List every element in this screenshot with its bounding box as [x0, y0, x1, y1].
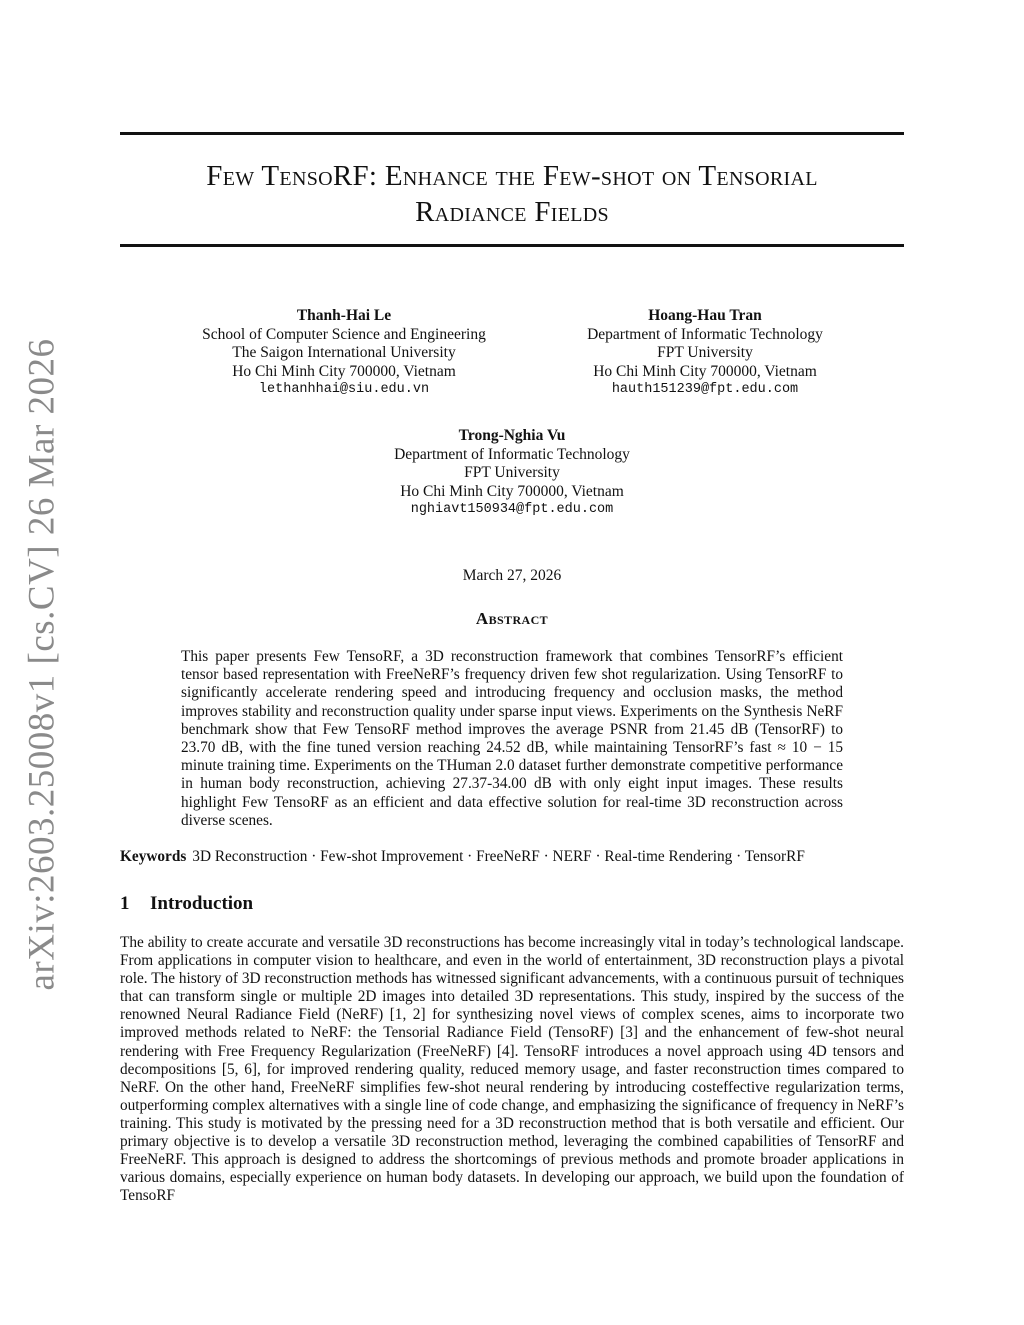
author-block-2 — [545, 307, 865, 400]
abstract-text: This paper presents Few TensoRF, a 3D reconstruction framework that combines TensorRF’s efficient tensor based representation with FreeNeRF’s frequency driven few shot regularization. Using TensorRF to significantly accelerate rendering speed and introducing frequency and occlusion masks, the method improves stability and reconstruction quality under sparse input views. Experiments on the Synthesis NeRF benchmark show that Few TensoRF method improves the average PSNR from 21.45 dB (TensorRF) to 23.70 dB, with the fine tuned version reaching 24.52 dB, while maintaining TensorRF’s fast ≈ 10 − 15 minute training time. Experiments on the THuman 2.0 dataset further demonstrate competitive performance in human body reconstruction, achieving 27.37-34.00 dB with only eight input images. These results highlight Few TensoRF as an efficient and data effective solution for real-time 3D reconstruction across diverse scenes. — [181, 648, 843, 829]
title-rule-top — [120, 132, 904, 135]
arxiv-id: arXiv:2603.25008v1 [cs.CV] 26 Mar 2026 — [21, 337, 63, 991]
keywords-line — [120, 848, 904, 866]
author-department: School of Computer Science and Engineering — [202, 325, 486, 343]
author-email[interactable]: hauth151239@fpt.edu.com — [611, 382, 799, 397]
author-name: Trong-Nghia Vu — [458, 427, 566, 444]
paper-title — [120, 158, 904, 230]
title-line-2: Radiance Fields — [415, 196, 609, 228]
author-name: Thanh-Hai Le — [296, 307, 392, 324]
author-institution: FPT University — [464, 464, 560, 481]
author-block-1 — [172, 307, 516, 400]
author-department: Department of Informatic Technology — [394, 445, 630, 463]
section-title: Introduction — [150, 893, 254, 914]
section-heading-introduction — [120, 893, 253, 915]
author-institution: The Saigon International University — [232, 344, 456, 361]
author-location: Ho Chi Minh City 700000, Vietnam — [232, 362, 456, 380]
author-location: Ho Chi Minh City 700000, Vietnam — [400, 482, 624, 500]
arxiv-stamp — [12, 337, 72, 991]
title-line-1: Few TensoRF: Enhance the Few-shot on Tensorial — [206, 160, 818, 192]
author-institution: FPT University — [657, 344, 753, 361]
keywords-label: Keywords — [120, 848, 187, 865]
paper-date: March 27, 2026 — [462, 567, 562, 584]
author-email[interactable]: nghiavt150934@fpt.edu.com — [410, 502, 614, 517]
abstract-heading: Abstract — [475, 609, 549, 628]
author-email[interactable]: lethanhhai@siu.edu.vn — [258, 382, 430, 397]
author-block-3 — [352, 427, 672, 520]
author-name: Hoang-Hau Tran — [648, 307, 762, 324]
author-location: Ho Chi Minh City 700000, Vietnam — [593, 362, 817, 380]
title-rule-bottom — [120, 244, 904, 247]
keywords-text: 3D Reconstruction · Few-shot Improvement · FreeNeRF · NERF · Real-time Rendering · TensorRF — [192, 848, 805, 865]
section-number: 1 — [120, 893, 130, 914]
introduction-text: The ability to create accurate and versatile 3D reconstructions has become increasingly vital in today’s technological landscape. From applications in computer vision to healthcare, and even in the world of entertainment, 3D reconstruction plays a pivotal role. The history of 3D reconstruction methods has witnessed significant advancements, with a continuous pursuit of techniques that can transform single or multiple 2D images into detailed 3D representations. This study, inspired by the success of the renowned Neural Radiance Field (NeRF) [1, 2] for synthesizing novel views of complex scenes, aims to incorporate two improved methods related to NeRF: the Tensorial Radiance Field (TensoRF) [3] and the enhancement of few-shot neural rendering with Free Frequency Regularization (FreeNeRF) [4]. TensoRF introduces a novel approach using 4D tensors and decompositions [5, 6], for improved rendering quality, reduced memory usage, and faster reconstruction times compared to NeRF. On the other hand, FreeNeRF simplifies few-shot neural rendering by introducing costeffective regularization terms, outperforming complex alternatives with a single line of code change, and emphasizing the significance of frequency in NeRF’s training. This study is motivated by the pressing need for a 3D reconstruction method that is both versatile and efficient. Our primary objective is to develop a versatile 3D reconstruction method, leveraging the combined capabilities of TensorRF and FreeNeRF. This approach is designed to address the shortcomings of previous methods and promote broader applications in various domains, especially experience on human body datasets. In developing our approach, we build upon the foundation of TensoRF — [120, 934, 904, 1205]
author-department: Department of Informatic Technology — [587, 325, 823, 343]
